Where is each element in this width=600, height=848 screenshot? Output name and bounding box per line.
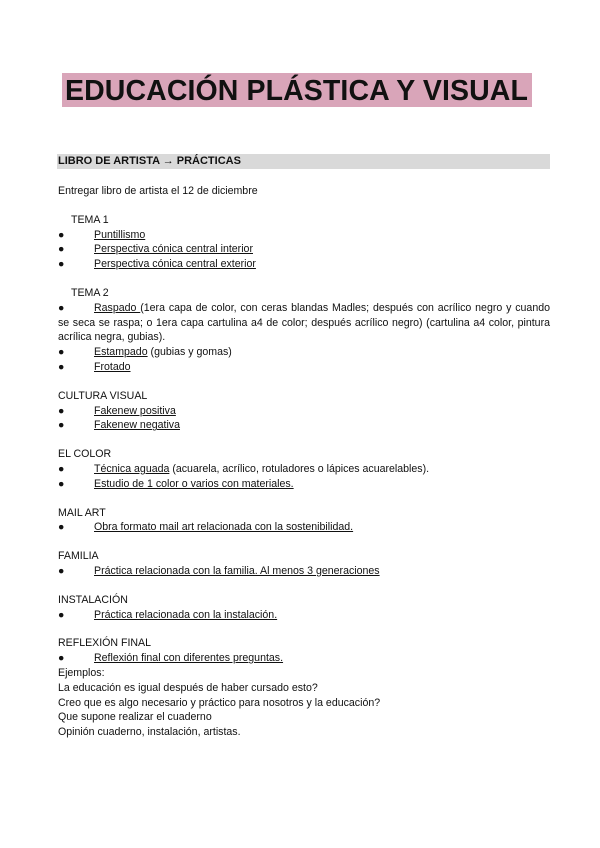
tema2-raspado-link[interactable]: Raspado xyxy=(94,301,141,314)
bullet-icon: ● xyxy=(58,258,65,271)
cultura-visual-heading: CULTURA VISUAL xyxy=(58,389,148,402)
tema1-heading: TEMA 1 xyxy=(71,213,109,226)
bullet-icon: ● xyxy=(58,462,65,475)
tema2-raspado-text: (1era capa de color, con ceras blandas Madles; después con acrílico negro y cuando se seca se raspa; o 1era capa cartulina a4 de color; después acrílico negro) (cartulina a4 color, pintura acrílica negra, gubias). xyxy=(58,301,550,344)
title-wrap xyxy=(62,73,532,107)
bullet-icon: ● xyxy=(58,404,65,417)
list-item xyxy=(58,520,550,535)
list-item xyxy=(58,228,550,243)
list-item xyxy=(58,462,550,477)
tema2-frotado-link[interactable]: Frotado xyxy=(94,360,131,373)
tema1-item-perspectiva-interior[interactable]: Perspectiva cónica central interior xyxy=(94,243,253,256)
list-item xyxy=(58,242,550,257)
example-line: Creo que es algo necesario y práctico para nosotros y la educación? xyxy=(58,696,381,709)
cultura-visual-item-negativa[interactable]: Fakenew negativa xyxy=(94,419,180,432)
bullet-icon: ● xyxy=(58,608,65,621)
tema2-estampado-text: (gubias y gomas) xyxy=(147,346,232,359)
el-color-heading: EL COLOR xyxy=(58,448,112,461)
mail-art-item[interactable]: Obra formato mail art relacionada con la sostenibilidad. xyxy=(94,521,354,534)
list-item xyxy=(58,404,550,419)
tema1-item-perspectiva-exterior[interactable]: Perspectiva cónica central exterior xyxy=(94,258,256,271)
el-color-estudio-link[interactable]: Estudio de 1 color o varios con materiales. xyxy=(94,477,294,490)
intro-text: Entregar libro de artista el 12 de diciembre xyxy=(58,185,258,197)
list-item xyxy=(58,418,550,433)
bullet-icon: ● xyxy=(58,360,65,373)
document-body xyxy=(58,184,550,740)
mail-art-heading: MAIL ART xyxy=(58,506,106,519)
bullet-icon: ● xyxy=(58,564,65,577)
el-color-aguada-text: (acuarela, acrílico, rotuladores o lápices acuarelables). xyxy=(169,462,430,475)
instalacion-heading: INSTALACIÓN xyxy=(58,593,128,606)
bullet-icon: ● xyxy=(58,477,65,490)
instalacion-item[interactable]: Práctica relacionada con la instalación. xyxy=(94,608,278,621)
cultura-visual-item-positiva[interactable]: Fakenew positiva xyxy=(94,404,176,417)
reflexion-item[interactable]: Reflexión final con diferentes preguntas. xyxy=(94,652,284,665)
tema1-item-puntillismo[interactable]: Puntillismo xyxy=(94,228,146,241)
bullet-icon: ● xyxy=(58,521,65,534)
list-item xyxy=(58,301,550,345)
list-item xyxy=(58,477,550,492)
example-line: Opinión cuaderno, instalación, artistas. xyxy=(58,726,241,739)
example-line: La educación es igual después de haber cursado esto? xyxy=(58,681,318,694)
bullet-icon: ● xyxy=(58,346,65,359)
list-item xyxy=(58,257,550,272)
tema2-estampado-link[interactable]: Estampado xyxy=(94,346,148,359)
reflexion-heading: REFLEXIÓN FINAL xyxy=(58,637,152,650)
list-item xyxy=(58,345,550,360)
list-item xyxy=(58,608,550,623)
bullet-icon: ● xyxy=(58,652,65,665)
examples-label: Ejemplos: xyxy=(58,666,105,679)
list-item xyxy=(58,360,550,375)
bullet-icon: ● xyxy=(58,228,65,241)
example-line: Que supone realizar el cuaderno xyxy=(58,711,212,724)
familia-item[interactable]: Práctica relacionada con la familia. Al menos 3 generaciones xyxy=(94,564,380,577)
bullet-icon: ● xyxy=(58,419,65,432)
section-bar: LIBRO DE ARTISTA → PRÁCTICAS xyxy=(57,154,550,169)
list-item xyxy=(58,564,550,579)
list-item xyxy=(58,651,550,666)
tema2-heading: TEMA 2 xyxy=(71,286,109,299)
page-title: EDUCACIÓN PLÁSTICA Y VISUAL xyxy=(62,73,532,107)
bullet-icon: ● xyxy=(58,301,65,314)
familia-heading: FAMILIA xyxy=(58,550,99,563)
bullet-icon: ● xyxy=(58,243,65,256)
el-color-aguada-link[interactable]: Técnica aguada xyxy=(94,462,170,475)
